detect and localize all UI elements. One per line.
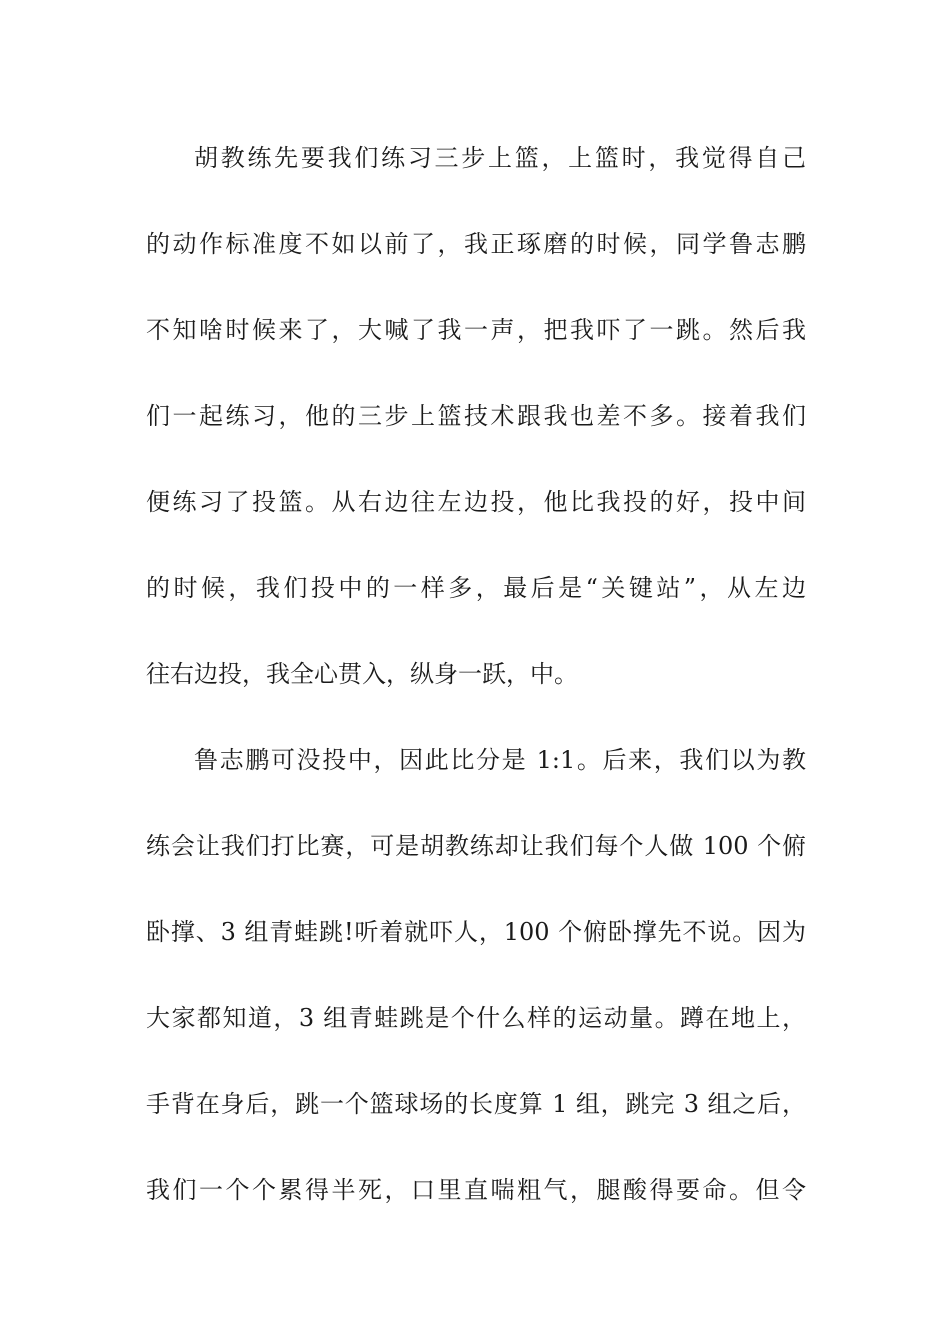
paragraph-2-line-1: 鲁志鹏可没投中，因此比分是 1:1。后来，我们以为教 [194,746,806,774]
paragraph-1-line-2: 的动作标准度不如以前了，我正琢磨的时候，同学鲁志鹏 [146,230,806,258]
paragraph-1-line-4: 们一起练习，他的三步上篮技术跟我也差不多。接着我们 [146,402,806,430]
paragraph-1-line-3: 不知啥时候来了，大喊了我一声，把我吓了一跳。然后我 [146,316,806,344]
paragraph-2-line-3: 卧撑、3 组青蛙跳!听着就吓人，100 个俯卧撑先不说。因为 [146,918,806,946]
paragraph-1-line-6: 的时候，我们投中的一样多，最后是“关键站”，从左边 [146,574,806,602]
paragraph-2-line-5: 手背在身后，跳一个篮球场的长度算 1 组，跳完 3 组之后， [146,1090,806,1118]
paragraph-2-line-2: 练会让我们打比赛，可是胡教练却让我们每个人做 100 个俯 [146,832,806,860]
paragraph-2-line-6: 我们一个个累得半死，口里直喘粗气，腿酸得要命。但令 [146,1176,806,1204]
paragraph-2-line-4: 大家都知道，3 组青蛙跳是个什么样的运动量。蹲在地上， [146,1004,806,1032]
paragraph-1-line-5: 便练习了投篮。从右边往左边投，他比我投的好，投中间 [146,488,806,516]
paragraph-1-line-1: 胡教练先要我们练习三步上篮，上篮时，我觉得自己 [194,144,806,172]
paragraph-1-line-7: 往右边投，我全心贯入，纵身一跃，中。 [146,660,578,688]
